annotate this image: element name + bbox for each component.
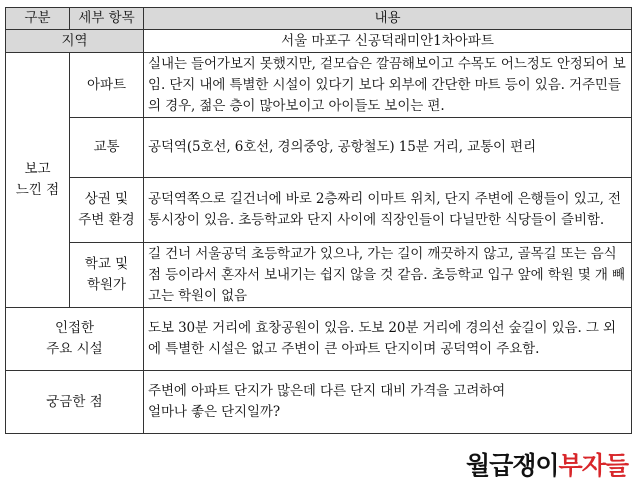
impression-text-apartment: 실내는 들어가보지 못했지만, 겉모습은 깔끔해보이고 수목도 어느정도 안정되어 보임. 단지 내에 특별한 시설이 있다기 보다 외부에 간단한 마트 등이 있음. 거주민들의 경우, 젊은 층이 많아보이고 아이들도 보이는 편. bbox=[144, 53, 632, 118]
nearby-facilities-text: 도보 30분 거리에 효창공원이 있음. 도보 20분 거리에 경의선 숲길이 있음. 그 외에 특별한 시설은 없고 주변이 큰 아파트 단지이며 공덕역이 주요함. bbox=[144, 308, 632, 371]
header-detail-item: 세부 항목 bbox=[70, 8, 144, 30]
nearby-facilities-row bbox=[6, 308, 632, 371]
impression-label-transport: 교통 bbox=[70, 118, 144, 178]
impression-label-commercial: 상권 및 주변 환경 bbox=[70, 178, 144, 243]
impression-row-commercial bbox=[6, 178, 632, 243]
impression-row-transport bbox=[6, 118, 632, 178]
impression-text-commercial: 공덕역쪽으로 길건너에 바로 2층짜리 이마트 위치, 단지 주변에 은행들이 있고, 전통시장이 있음. 초등학교와 단지 사이에 직장인들이 다닐만한 식당들이 즐비함. bbox=[144, 178, 632, 243]
questions-row bbox=[6, 371, 632, 434]
impression-text-transport: 공덕역(5호선, 6호선, 경의중앙, 공항철도) 15분 거리, 교통이 편리 bbox=[144, 118, 632, 178]
header-content: 내용 bbox=[144, 8, 632, 30]
impression-row-schools bbox=[6, 243, 632, 308]
region-value: 서울 마포구 신공덕래미안1차아파트 bbox=[144, 30, 632, 53]
questions-text: 주변에 아파트 단지가 많은데 다른 단지 대비 가격을 고려하여 얼마나 좋은 단지일까? bbox=[144, 371, 632, 434]
impressions-label-text: 보고 느낀 점 bbox=[15, 161, 60, 198]
header-row bbox=[6, 8, 632, 30]
header-category: 구분 bbox=[6, 8, 70, 30]
region-row bbox=[6, 30, 632, 53]
report-table bbox=[5, 7, 632, 434]
brand-logo-part2: 부자들 bbox=[558, 451, 628, 480]
questions-label: 궁금한 점 bbox=[6, 371, 144, 434]
region-label: 지역 bbox=[6, 30, 144, 53]
impression-label-apartment: 아파트 bbox=[70, 53, 144, 118]
nearby-facilities-label: 인접한 주요 시설 bbox=[6, 308, 144, 371]
brand-logo bbox=[466, 446, 628, 482]
impressions-label bbox=[6, 53, 70, 308]
impression-row-apartment bbox=[6, 53, 632, 118]
impression-label-schools: 학교 및 학원가 bbox=[70, 243, 144, 308]
impression-text-schools: 길 건너 서울공덕 초등학교가 있으나, 가는 길이 깨끗하지 않고, 골목길 또는 음식점 등이라서 혼자서 보내기는 쉽지 않을 것 같음. 초등학교 입구 앞에 학원 몇 개 빼고는 학원이 없음 bbox=[144, 243, 632, 308]
brand-logo-part1: 월급쟁이 bbox=[465, 451, 559, 480]
